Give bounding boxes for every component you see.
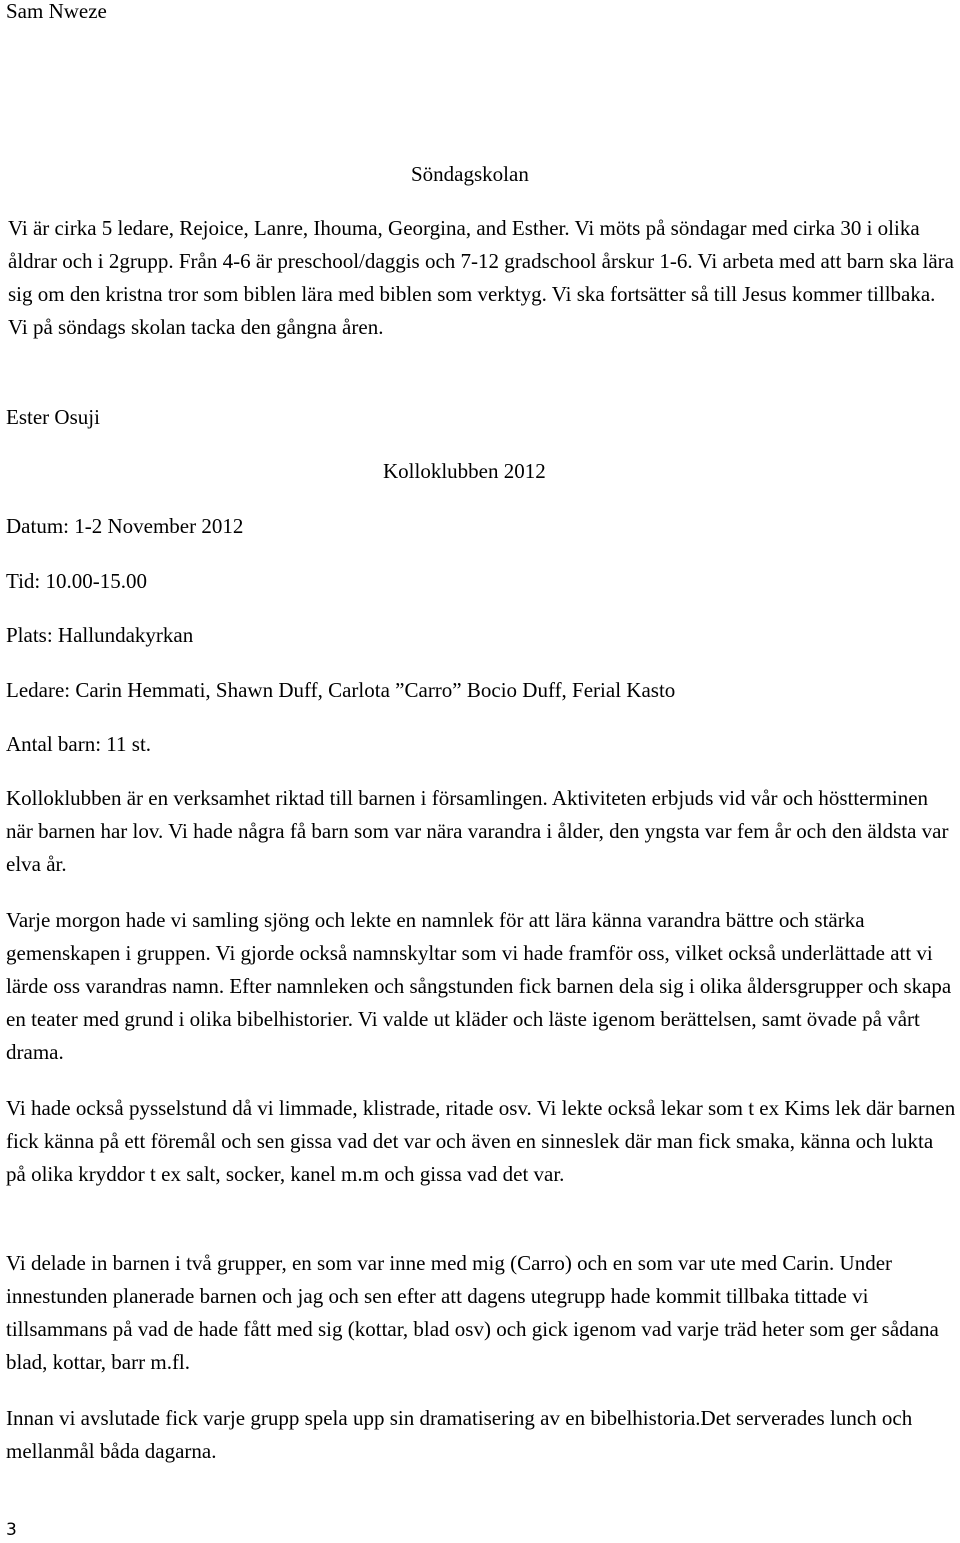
event-time: Tid: 10.00-15.00 [6,569,148,593]
signature: Ester Osuji [6,405,100,429]
kolloklubben-paragraph: Vi delade in barnen i två grupper, en som var inne med mig (Carro) och en som var ute med Carin. Under innestunden planerade barnen och jag och sen efter att dagens utegrupp hade kommit tillbaka tittade vi tillsammans på vad de hade fått med sig (kottar, blad osv) och gick igenom vad varje träd heter som ger sådana blad, kottar, barr m.fl. [6,1251,939,1374]
author-name: Sam Nweze [6,0,107,23]
page-number: 3 [6,1520,17,1540]
kolloklubben-paragraph: Innan vi avslutade fick varje grupp spela upp sin dramatisering av en bibelhistoria.Det serverades lunch och mellanmål båda dagarna. [6,1406,913,1463]
section-heading-sondagskolan: Söndagskolan [411,162,529,186]
sondagskolan-paragraph: Vi är cirka 5 ledare, Rejoice, Lanre, Ihouma, Georgina, and Esther. Vi möts på söndagar med cirka 30 i olika åldrar och i 2grupp. Från 4-6 är preschool/daggis och 7-12 gradschool årskur 1-6. Vi arbeta med att barn ska lära sig om den kristna tror som biblen lära med biblen som verktyg. Vi ska fortsätter så till Jesus kommer tillbaka. Vi på söndags skolan tacka den gångna åren. [8,216,954,339]
event-leaders: Ledare: Carin Hemmati, Shawn Duff, Carlota ”Carro” Bocio Duff, Ferial Kasto [6,678,676,702]
event-child-count: Antal barn: 11 st. [6,732,152,756]
event-date: Datum: 1-2 November 2012 [6,514,244,538]
event-place: Plats: Hallundakyrkan [6,623,194,647]
kolloklubben-paragraph: Varje morgon hade vi samling sjöng och lekte en namnlek för att lära känna varandra bättre och stärka gemenskapen i gruppen. Vi gjorde också namnskyltar som vi hade framför oss, vilket också underlättade att vi lärde oss varandras namn. Efter namnleken och sångstunden fick barnen dela sig i olika åldersgrupper och skapa en teater med grund i olika bibelhistorier. Vi valde ut kläder och läste igenom berättelsen, samt övade på vårt drama. [6,908,952,1064]
kolloklubben-paragraph: Vi hade också pysselstund då vi limmade, klistrade, ritade osv. Vi lekte också lekar som t ex Kims lek där barnen fick känna på ett föremål och sen gissa vad det var och även en sinneslek där man fick smaka, känna och lukta på olika kryddor t ex salt, socker, kanel m.m och gissa vad det var. [6,1096,956,1186]
kolloklubben-paragraph: Kolloklubben är en verksamhet riktad till barnen i församlingen. Aktiviteten erbjuds vid vår och höstterminen när barnen har lov. Vi hade några få barn som var nära varandra i ålder, den yngsta var fem år och den äldsta var elva år. [6,786,949,876]
section-heading-kolloklubben: Kolloklubben 2012 [383,459,546,483]
